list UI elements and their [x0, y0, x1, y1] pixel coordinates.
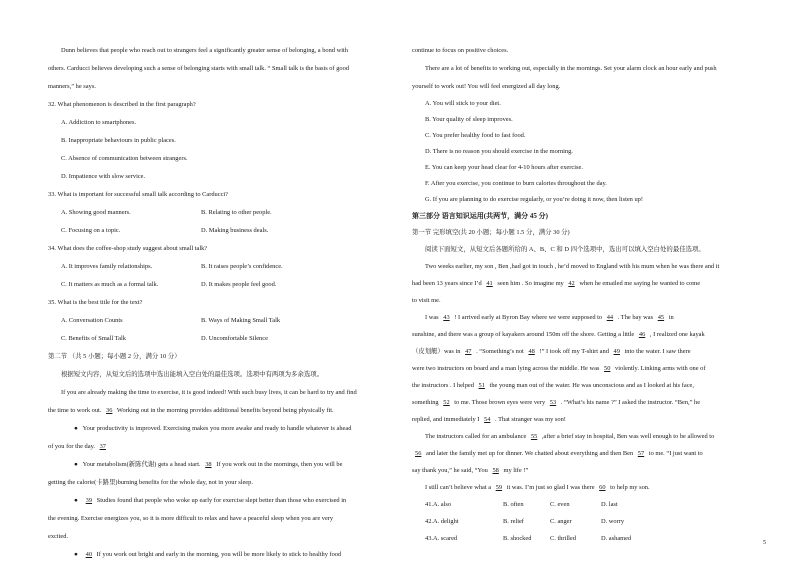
option: E. You can keep your head clear for 4-10 hours after exercise.: [425, 164, 583, 171]
page-number: 5: [763, 540, 766, 546]
option: C. anger: [550, 518, 572, 525]
option: A. You will stick to your diet.: [425, 100, 501, 107]
option: D. There is no reason you should exercise in the morning.: [425, 148, 573, 155]
option-row: [61, 209, 361, 217]
text-line: others. Carducci believes developing such a sense of belonging starts with small talk. “ Small talk is the basis of good: [48, 65, 350, 72]
section-heading: 第一节 完形填空(共 20 小题；每小题 1.5 分，满分 30 分): [412, 229, 570, 236]
option: A. Addiction to smartphones.: [61, 119, 137, 126]
text-line: Dunn believes that people who reach out to strangers feel a significantly greater sense of belonging, a bond with: [61, 47, 348, 54]
option: 43.A. scared: [425, 535, 458, 542]
text-line: say thank you,” he said, “You 58 my life !”: [412, 467, 529, 474]
blank-60[interactable]: 60: [599, 484, 606, 491]
option: C. Absence of communication between strangers.: [61, 155, 188, 162]
option: C. Benefits of Small Talk: [61, 335, 126, 342]
bullet-icon: ●: [74, 497, 78, 504]
blank-39[interactable]: 39: [85, 497, 93, 504]
blank-50[interactable]: 50: [604, 365, 611, 372]
blank-46[interactable]: 46: [638, 331, 646, 338]
text-line: something 52 to me. Those brown eyes were very 53 . “What’s his name ?” I asked the instructor. “Ben,” he: [412, 399, 701, 406]
option: C. Focusing on a topic.: [61, 227, 121, 234]
option: 42.A. delight: [425, 518, 459, 525]
blank-44[interactable]: 44: [606, 314, 614, 321]
option: B. often: [503, 501, 524, 508]
option: C. thrilled: [550, 535, 576, 542]
text-line: had been 13 years since I’d 41 seen him . So imagine my 42 when he emailed me saying he wanted to come: [412, 280, 701, 287]
text-line: I still can’t believe what a 59 it was. I’m just so glad I was there 60 to help my son.: [425, 484, 650, 491]
blank-53[interactable]: 53: [549, 399, 557, 406]
option: B. Inappropriate behaviours in public places.: [61, 137, 176, 144]
bullet-line: ● Your productivity is improved. Exercising makes you more awake and ready to handle whatever is ahead: [74, 425, 352, 432]
blank-48[interactable]: 48: [528, 348, 535, 355]
option: A. It improves family relationships.: [61, 263, 153, 270]
text-line: replied, and immediately I 54 . That stranger was my son!: [412, 416, 566, 423]
option: D. It makes people feel good.: [201, 281, 277, 288]
text-line: to visit me.: [412, 297, 441, 304]
option: B. Your quality of sleep improves.: [425, 116, 513, 123]
text-line: yourself to work out! You will feel energized all day long.: [412, 83, 561, 90]
text-line: There are a lot of benefits to working out, especially in the mornings. Set your alarm clock an hour early and push: [425, 65, 717, 72]
question-34: 34. What does the coffee-shop study suggest about small talk?: [48, 245, 208, 252]
blank-36[interactable]: 36: [106, 407, 113, 414]
blank-43[interactable]: 43: [443, 314, 450, 321]
blank-37[interactable]: 37: [99, 443, 106, 450]
text-line: getting the calorie(卡路里)burning benefits for the whole day, not in your sleep.: [48, 479, 253, 486]
bullet-icon: ●: [74, 425, 78, 432]
blank-45[interactable]: 45: [657, 314, 665, 321]
option-row-41: [425, 501, 725, 509]
option: D. Uncomfortable Silence: [201, 335, 268, 342]
blank-57[interactable]: 57: [637, 450, 645, 457]
text-line: Two weeks earlier, my son , Ben ,had got in touch , he’d moved to England with his mum when he was there and it: [425, 263, 720, 270]
text-line: sunshine, and there was a group of kayakers around 150m off the shore. Getting a little 46 , I realized one kayak: [412, 331, 705, 338]
blank-56[interactable]: 56: [415, 450, 422, 457]
option: D. ashamed: [601, 535, 632, 542]
option: D. worry: [601, 518, 625, 525]
option-row: [61, 317, 361, 325]
option-row: [61, 263, 361, 271]
option-row-42: [425, 518, 725, 526]
bullet-icon: ●: [74, 551, 78, 558]
option-row: [61, 281, 361, 289]
option: G. If you are planning to do exercise regularly, or you’re doing it now, then listen up!: [425, 196, 643, 203]
text-line: continue to focus on positive choices.: [412, 47, 509, 54]
blank-58[interactable]: 58: [492, 467, 499, 474]
question-33: 33. What is important for successful small talk according to Carducci?: [48, 191, 229, 198]
option: D. Making business deals.: [201, 227, 269, 234]
text-line: manners,” he says.: [48, 83, 96, 90]
blank-40[interactable]: 40: [85, 551, 93, 558]
option: C. It matters as much as a formal talk.: [61, 281, 159, 288]
option: D. Impatience with slow service.: [61, 173, 146, 180]
blank-47[interactable]: 47: [465, 348, 472, 355]
blank-41[interactable]: 41: [486, 280, 493, 287]
option-row: [61, 335, 361, 343]
text-line: were two instructors on board and a man lying across the middle. He was 50 violently. Linking arms with one of: [412, 365, 706, 372]
option: B. relief: [503, 518, 524, 525]
option: B. Ways of Making Small Talk: [201, 317, 281, 324]
blank-49[interactable]: 49: [613, 348, 620, 355]
option: B. It raises people’s confidence.: [201, 263, 283, 270]
text-line: excited.: [48, 533, 69, 540]
option: A. Conversation Counts: [61, 317, 123, 324]
question-35: 35. What is the best title for the text?: [48, 299, 143, 306]
text-line: I was 43 ! I arrived early at Byron Bay where we were supposed to 44 . The bay was 45 in: [425, 314, 674, 321]
option: C. You prefer healthy food to fast food.: [425, 132, 526, 139]
blank-55[interactable]: 55: [530, 433, 538, 440]
blank-51[interactable]: 51: [478, 382, 485, 389]
blank-38[interactable]: 38: [205, 461, 212, 468]
option-row-43: [425, 535, 725, 543]
text-line: The instructors called for an ambulance 55 ,after a brief stay in hospital, Ben was well enough to be allowed to: [425, 433, 715, 440]
blank-54[interactable]: 54: [484, 416, 491, 423]
bullet-icon: ●: [74, 461, 78, 468]
bullet-line: ● Your metabolism(新陈代谢) gets a head start. 38 If you work out in the mornings, then you will be: [74, 461, 343, 468]
text-line: If you are already making the time to exercise, it is good indeed! With such busy lives, it can be hard to try and find: [61, 389, 357, 396]
option: A. Showing good manners.: [61, 209, 131, 216]
bullet-line: ● 39 Studies found that people who woke up early for exercise slept better than those who exercised in: [74, 497, 347, 504]
bullet-line: ● 40 If you work out bright and early in the morning, you will be more likely to stick to healthy food: [74, 551, 342, 558]
text-line: the evening. Exercise energizes you, so it is more difficult to relax and have a peaceful sleep when you are very: [48, 515, 334, 522]
option: B. Relating to other people.: [201, 209, 272, 216]
option-row: [61, 227, 361, 235]
option: 41.A. also: [425, 501, 452, 508]
option: F. After you exercise, you continue to burn calories throughout the day.: [425, 180, 607, 187]
text-line: of you for the day. 37: [48, 443, 109, 451]
text-line: 56 and later the family met up for dinner. We chatted about everything and then Ben 57 to me. “I just want to: [412, 450, 703, 458]
text-line: the instructors . I helped 51 the young man out of the water. He was unconscious and as I looked at his face,: [412, 382, 694, 389]
option: C. even: [550, 501, 570, 508]
text-line: the time to work out. 36 Working out in the morning provides additional benefits beyond being physically fit.: [48, 407, 334, 414]
blank-42[interactable]: 42: [568, 280, 575, 287]
part-heading: 第三部分 语言知识运用(共两节，满分 45 分): [412, 212, 548, 220]
instructions: 阅读下面短文，从短文后各题所给的 A、B、C 和 D 四个选项中，选出可以填入空白处的最佳选项。: [425, 246, 705, 253]
text-line: （皮划艇）was in 47 . “Something’s not 48 !” I took off my T-shirt and 49 into the water. I saw there: [412, 348, 691, 355]
blank-59[interactable]: 59: [495, 484, 503, 491]
option: D. last: [601, 501, 618, 508]
blank-52[interactable]: 52: [443, 399, 450, 406]
instructions: 根据短文内容，从短文后的选项中选出能填入空白处的最佳选项。选项中有两项为多余选项。: [61, 371, 324, 378]
question-32: 32. What phenomenon is described in the first paragraph?: [48, 101, 196, 108]
option: B. shocked: [503, 535, 532, 542]
section-heading: 第二节 （共 5 小题；每小题 2 分，满分 10 分）: [48, 353, 181, 360]
